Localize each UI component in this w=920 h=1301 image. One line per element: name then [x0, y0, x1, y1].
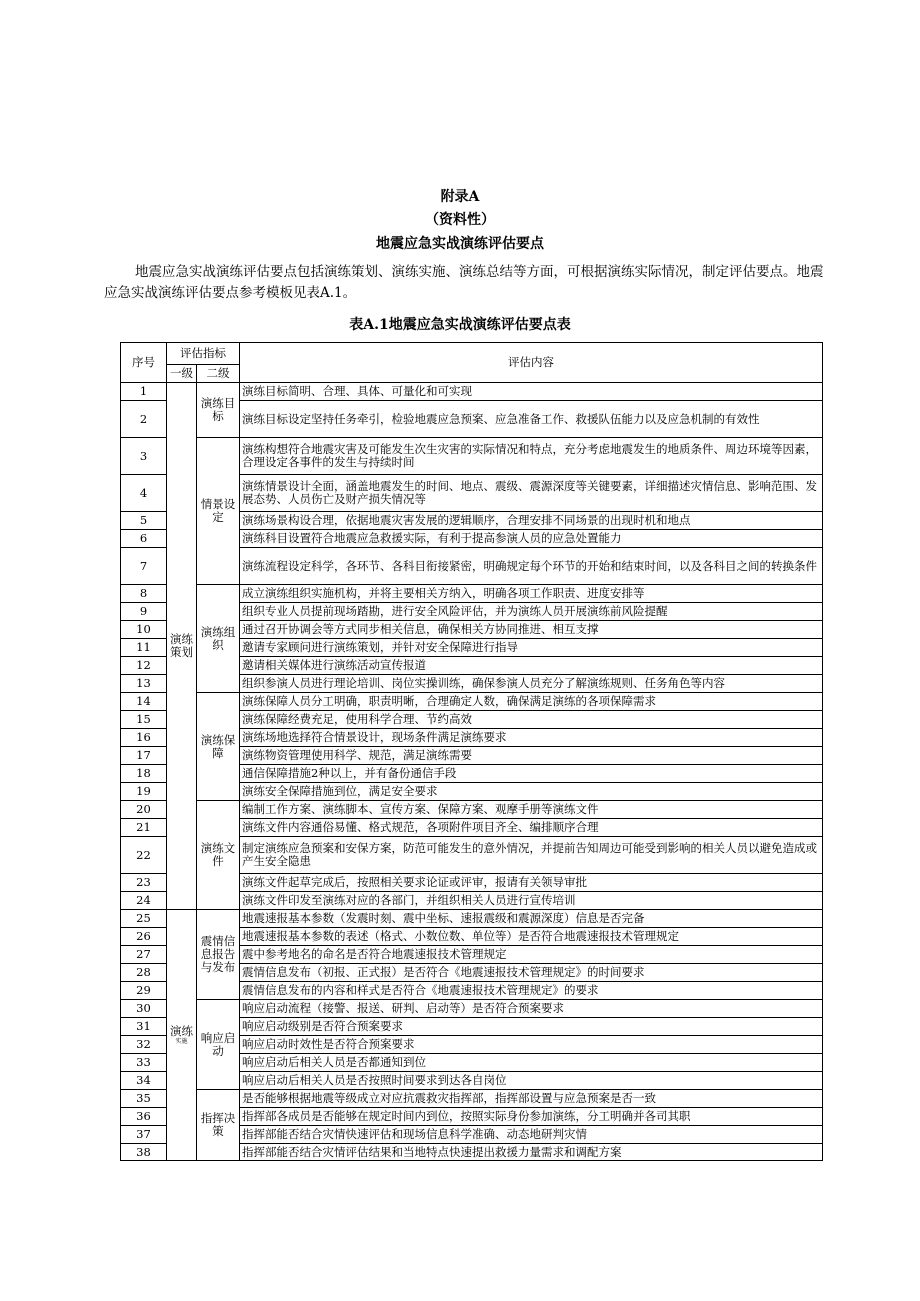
- content-cell: 演练保障经费充足，使用科学合理、节约高效: [240, 711, 823, 729]
- content-cell: 演练文件起草完成后，按照相关要求论证或评审，报请有关领导审批: [240, 874, 823, 892]
- content-cell: 演练物资管理使用科学、规范，满足演练需要: [240, 747, 823, 765]
- row-number: 17: [121, 747, 167, 765]
- table-row: [121, 383, 823, 401]
- content-cell: 震情信息发布（初报、正式报）是否符合《地震速报技术管理规定》的时间要求: [240, 964, 823, 982]
- content-cell: 指挥部能否结合灾情快速评估和现场信息科学准确、动态地研判灾情: [240, 1126, 823, 1144]
- row-number: 18: [121, 765, 167, 783]
- level2-cell: 演练文件: [197, 801, 240, 910]
- row-number: 31: [121, 1018, 167, 1036]
- content-cell: 演练文件内容通俗易懂、格式规范，各项附件项目齐全、编排顺序合理: [240, 819, 823, 837]
- row-number: 16: [121, 729, 167, 747]
- level1-label: 演练: [170, 1024, 193, 1038]
- row-number: 6: [121, 530, 167, 548]
- evaluation-table: [120, 342, 823, 1161]
- row-number: 26: [121, 928, 167, 946]
- content-cell: 响应启动时效性是否符合预案要求: [240, 1036, 823, 1054]
- level2-cell: 情景设定: [197, 438, 240, 585]
- row-number: 27: [121, 946, 167, 964]
- row-number: 23: [121, 874, 167, 892]
- document-title: 地震应急实战演练评估要点: [376, 236, 544, 252]
- row-number: 35: [121, 1090, 167, 1108]
- content-cell: 演练保障人员分工明确，职责明晰，合理确定人数，确保满足演练的各项保障需求: [240, 693, 823, 711]
- content-cell: 响应启动后相关人员是否都通知到位: [240, 1054, 823, 1072]
- content-cell: 邀请相关媒体进行演练活动宣传报道: [240, 657, 823, 675]
- row-number: 7: [121, 548, 167, 585]
- row-number: 20: [121, 801, 167, 819]
- row-number: 29: [121, 982, 167, 1000]
- row-number: 2: [121, 401, 167, 438]
- content-cell: 是否能够根据地震等级成立对应抗震救灾指挥部，指挥部设置与应急预案是否一致: [240, 1090, 823, 1108]
- intro-paragraph: 地震应急实战演练评估要点包括演练策划、演练实施、演练总结等方面，可根据演练实际情况，制定评估要点。地震应急实战演练评估要点参考模板见表A.1。: [104, 264, 824, 301]
- header-level2: 二级: [197, 365, 240, 383]
- row-number: 28: [121, 964, 167, 982]
- level2-cell: 演练目标: [197, 383, 240, 438]
- content-cell: 响应启动流程（接警、报送、研判、启动等）是否符合预案要求: [240, 1000, 823, 1018]
- content-cell: 响应启动级别是否符合预案要求: [240, 1018, 823, 1036]
- row-number: 1: [121, 383, 167, 401]
- content-cell: 演练科目设置符合地震应急救援实际，有利于提高参演人员的应急处置能力: [240, 530, 823, 548]
- level2-cell: 响应启动: [197, 1000, 240, 1090]
- row-number: 12: [121, 657, 167, 675]
- header-content: 评估内容: [240, 343, 823, 383]
- appendix-type: （资料性）: [425, 212, 495, 228]
- table-row: [121, 693, 823, 711]
- row-number: 24: [121, 892, 167, 910]
- table-row: [121, 438, 823, 475]
- content-cell: 响应启动后相关人员是否按照时间要求到达各自岗位: [240, 1072, 823, 1090]
- row-number: 4: [121, 475, 167, 512]
- header-seq: 序号: [121, 343, 167, 383]
- row-number: 10: [121, 621, 167, 639]
- content-cell: 邀请专家顾问进行演练策划，并针对安全保障进行指导: [240, 639, 823, 657]
- content-cell: 指挥部各成员是否能够在规定时间内到位，按照实际身份参加演练，分工明确并各司其职: [240, 1108, 823, 1126]
- evaluation-table-body: [121, 343, 823, 1161]
- content-cell: 地震速报基本参数的表述（格式、小数位数、单位等）是否符合地震速报技术管理规定: [240, 928, 823, 946]
- content-cell: 地震速报基本参数（发震时刻、震中坐标、速报震级和震源深度）信息是否完备: [240, 910, 823, 928]
- content-cell: 演练安全保障措施到位，满足安全要求: [240, 783, 823, 801]
- row-number: 5: [121, 512, 167, 530]
- content-cell: 震情信息发布的内容和样式是否符合《地震速报技术管理规定》的要求: [240, 982, 823, 1000]
- table-row: [121, 1090, 823, 1108]
- header-indicator: 评估指标: [167, 343, 240, 365]
- level1-sublabel: 实施: [175, 1038, 188, 1045]
- content-cell: 演练情景设计全面，涵盖地震发生的时间、地点、震级、震源深度等关键要素，详细描述灾情信息、影响范围、发展态势、人员伤亡及财产损失情况等: [240, 475, 823, 512]
- row-number: 37: [121, 1126, 167, 1144]
- table-row: [121, 1000, 823, 1018]
- content-cell: 组织参演人员进行理论培训、岗位实操训练，确保参演人员充分了解演练规则、任务角色等内容: [240, 675, 823, 693]
- table-row: [121, 910, 823, 928]
- content-cell: 成立演练组织实施机构，并将主要相关方纳入，明确各项工作职责、进度安排等: [240, 585, 823, 603]
- content-cell: 演练场景构设合理，依据地震灾害发展的逻辑顺序，合理安排不同场景的出现时机和地点: [240, 512, 823, 530]
- row-number: 36: [121, 1108, 167, 1126]
- content-cell: 通过召开协调会等方式同步相关信息，确保相关方协同推进、相互支撑: [240, 621, 823, 639]
- level2-cell: 演练组织: [197, 585, 240, 693]
- row-number: 38: [121, 1144, 167, 1161]
- level1-label: 演练策划: [170, 632, 193, 659]
- appendix-label: 附录A: [440, 189, 480, 205]
- row-number: 30: [121, 1000, 167, 1018]
- row-number: 21: [121, 819, 167, 837]
- row-number: 22: [121, 837, 167, 874]
- content-cell: 演练流程设定科学，各环节、各科目衔接紧密，明确规定每个环节的开始和结束时间，以及各科目之间的转换条件: [240, 548, 823, 585]
- content-cell: 通信保障措施2种以上，并有备份通信手段: [240, 765, 823, 783]
- level1-cell: [167, 383, 197, 910]
- content-cell: 指挥部能否结合灾情评估结果和当地特点快速提出救援力量需求和调配方案: [240, 1144, 823, 1161]
- content-cell: 制定演练应急预案和安保方案，防范可能发生的意外情况，并提前告知周边可能受到影响的相关人员以避免造成或产生安全隐患: [240, 837, 823, 874]
- content-cell: 演练目标设定坚持任务牵引，检验地震应急预案、应急准备工作、救援队伍能力以及应急机制的有效性: [240, 401, 823, 438]
- row-number: 8: [121, 585, 167, 603]
- row-number: 33: [121, 1054, 167, 1072]
- level1-cell: [167, 910, 197, 1161]
- level2-cell: 震情信息报告与发布: [197, 910, 240, 1000]
- table-row: [121, 585, 823, 603]
- content-cell: 组织专业人员提前现场踏勘，进行安全风险评估，并为演练人员开展演练前风险提醒: [240, 603, 823, 621]
- table-caption: 表A.1地震应急实战演练评估要点表: [349, 317, 571, 333]
- content-cell: 震中参考地名的命名是否符合地震速报技术管理规定: [240, 946, 823, 964]
- table-row: [121, 801, 823, 819]
- content-cell: 演练文件印发至演练对应的各部门，并组织相关人员进行宣传培训: [240, 892, 823, 910]
- row-number: 32: [121, 1036, 167, 1054]
- content-cell: 演练构想符合地震灾害及可能发生次生灾害的实际情况和特点，充分考虑地震发生的地质条件、周边环境等因素，合理设定各事件的发生与持续时间: [240, 438, 823, 475]
- row-number: 9: [121, 603, 167, 621]
- row-number: 3: [121, 438, 167, 475]
- row-number: 11: [121, 639, 167, 657]
- row-number: 19: [121, 783, 167, 801]
- content-cell: 演练目标简明、合理、具体、可量化和可实现: [240, 383, 823, 401]
- row-number: 14: [121, 693, 167, 711]
- content-cell: 编制工作方案、演练脚本、宣传方案、保障方案、观摩手册等演练文件: [240, 801, 823, 819]
- row-number: 13: [121, 675, 167, 693]
- level2-cell: 演练保障: [197, 693, 240, 801]
- level2-cell: 指挥决策: [197, 1090, 240, 1161]
- content-cell: 演练场地选择符合情景设计，现场条件满足演练要求: [240, 729, 823, 747]
- row-number: 25: [121, 910, 167, 928]
- header-level1: 一级: [167, 365, 197, 383]
- row-number: 34: [121, 1072, 167, 1090]
- row-number: 15: [121, 711, 167, 729]
